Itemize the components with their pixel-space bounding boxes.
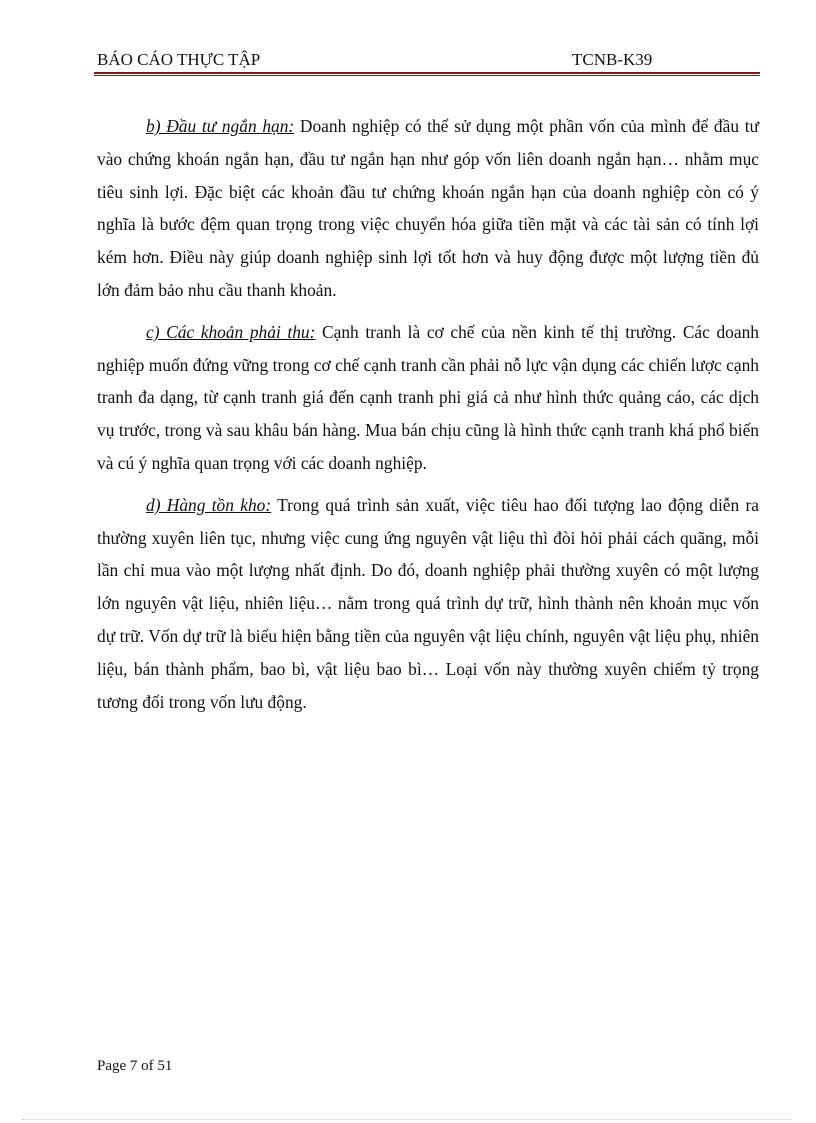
header-rule-thin <box>94 75 760 76</box>
paragraph-text: Trong quá trình sản xuất, việc tiêu hao đối tượng lao động diễn ra thường xuyên liên tục, nhưng việc cung ứng nguyên vật liệu thì đòi hỏi phải cách quãng, mỗi lần chỉ mua vào một lượng nhất định. Do đó, doanh nghiệp phải thường xuyên có một lượng lớn nguyên vật liệu, nhiên liệu… nằm trong quá trình dự trữ, hình thành nên khoản mục vốn dự trữ. Vốn dự trữ là biểu hiện bằng tiền của nguyên vật liệu chính, nguyên vật liệu phụ, nhiên liệu, bán thành phẩm, bao bì, vật liệu bao bì… Loại vốn này thường xuyên chiếm tỷ trọng tương đối trong vốn lưu động. <box>97 494 759 712</box>
paragraph-text: Doanh nghiệp có thể sử dụng một phần vốn của mình để đầu tư vào chứng khoán ngắn hạn, đầu tư ngắn hạn như góp vốn liên doanh ngắn hạn… nhằm mục tiêu sinh lợi. Đặc biệt các khoản đầu tư chứng khoán ngắn hạn của doanh nghiệp còn có ý nghĩa là bước đệm quan trọng trong việc chuyển hóa giữa tiền mặt và các tài sản có tính lợi kém hơn. Điều này giúp doanh nghiệp sinh lợi tốt hơn và huy động được một lượng tiền đủ lớn đảm bảo nhu cầu thanh khoản. <box>97 116 759 300</box>
page-number: Page 7 of 51 <box>97 1058 173 1074</box>
term-heading: c) Các khoản phải thu: <box>146 321 316 342</box>
term-heading: b) Đầu tư ngắn hạn: <box>146 116 295 136</box>
body-text <box>97 110 759 727</box>
paragraph-inventory <box>97 489 759 719</box>
paragraph-receivables <box>97 316 759 480</box>
header-rule-thick <box>94 72 760 74</box>
paragraph-short-term-investment <box>97 110 759 307</box>
page-header <box>97 50 760 72</box>
term-heading: d) Hàng tồn kho: <box>146 494 272 515</box>
report-title: BÁO CÁO THỰC TẬP <box>97 50 261 69</box>
class-code: TCNB-K39 <box>572 50 653 69</box>
paragraph-text: Cạnh tranh là cơ chế của nền kinh tế thị trường. Các doanh nghiệp muốn đứng vững trong cơ chế cạnh tranh cần phải nỗ lực vận dụng các chiến lược cạnh tranh đa dạng, từ cạnh tranh giá đến cạnh tranh phi giá cả như hình thức quảng cáo, các dịch vụ trước, trong và sau khâu bán hàng. Mua bán chịu cũng là hình thức cạnh tranh khá phổ biến và cú ý nghĩa quan trọng với các doanh nghiệp. <box>97 321 759 473</box>
page-boundary-divider <box>22 1119 792 1120</box>
